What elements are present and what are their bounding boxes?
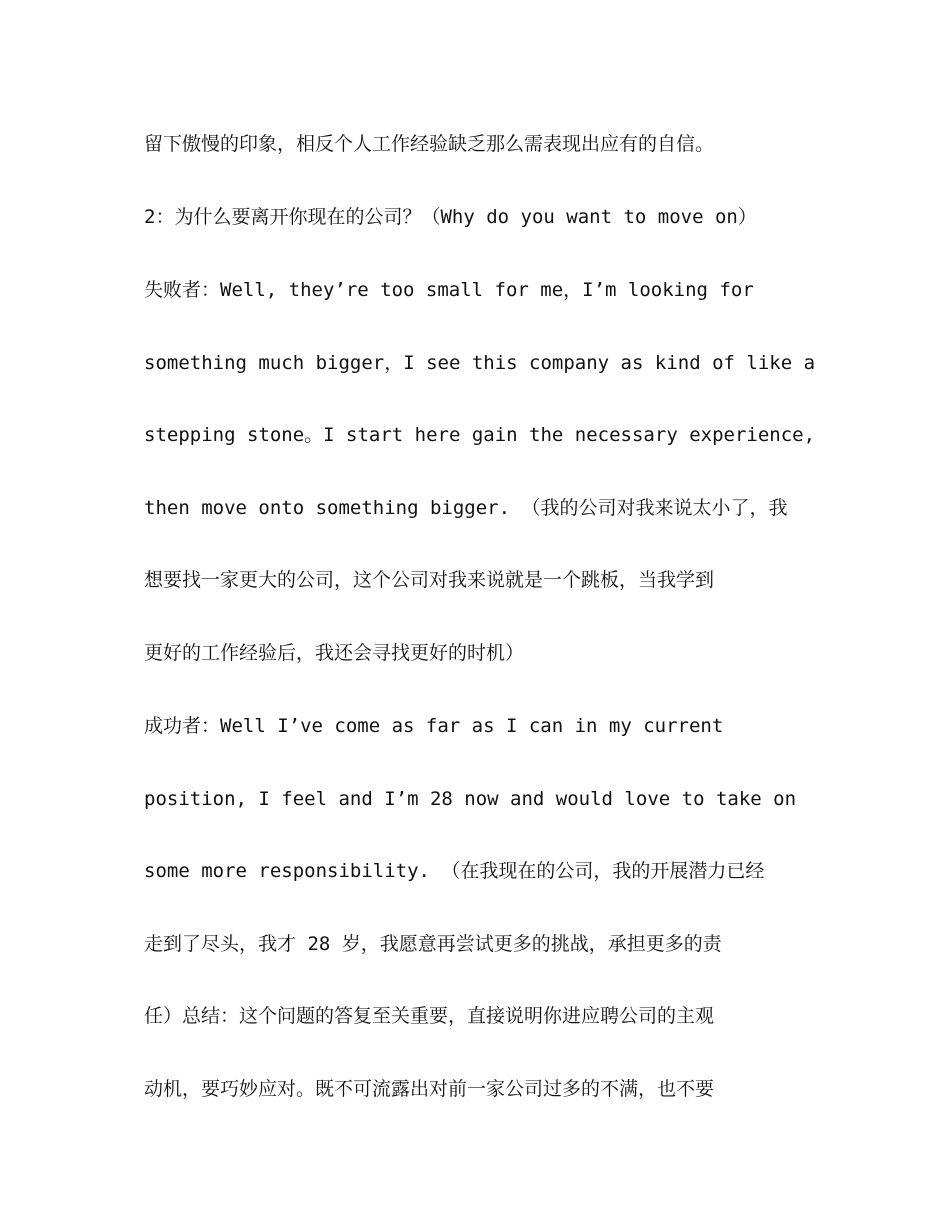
text-line: then move onto something bigger. （我的公司对我来说太小了，我 (144, 497, 788, 519)
question-heading: 2：为什么要离开你现在的公司？（Why do you want to move on） (144, 206, 757, 228)
text-line: 想要找一家更大的公司，这个公司对我来说就是一个跳板，当我学到 (144, 569, 715, 591)
text-line: 动机，要巧妙应对。既不可流露出对前一家公司过多的不满，也不要 (144, 1078, 715, 1100)
text-line: 成功者：Well I’ve come as far as I can in my current (144, 715, 724, 737)
text-line: something much bigger，I see this company as kind of like a (144, 352, 816, 374)
text-line: position, I feel and I’m 28 now and would love to take on (144, 788, 797, 810)
text-line: 留下傲慢的印象，相反个人工作经验缺乏那么需表现出应有的自信。 (144, 133, 715, 155)
text-line: stepping stone。I start here gain the necessary experience, (144, 424, 816, 446)
text-line: 失败者：Well, they’re too small for me，I’m looking for (144, 279, 754, 301)
text-line: 走到了尽头，我才 28 岁，我愿意再尝试更多的挑战，承担更多的责 (144, 933, 722, 955)
text-line: 任）总结：这个问题的答复至关重要，直接说明你进应聘公司的主观 (144, 1005, 715, 1027)
text-line: 更好的工作经验后，我还会寻找更好的时机） (144, 642, 525, 664)
text-line: some more responsibility. （在我现在的公司，我的开展潜力已经 (144, 860, 765, 882)
